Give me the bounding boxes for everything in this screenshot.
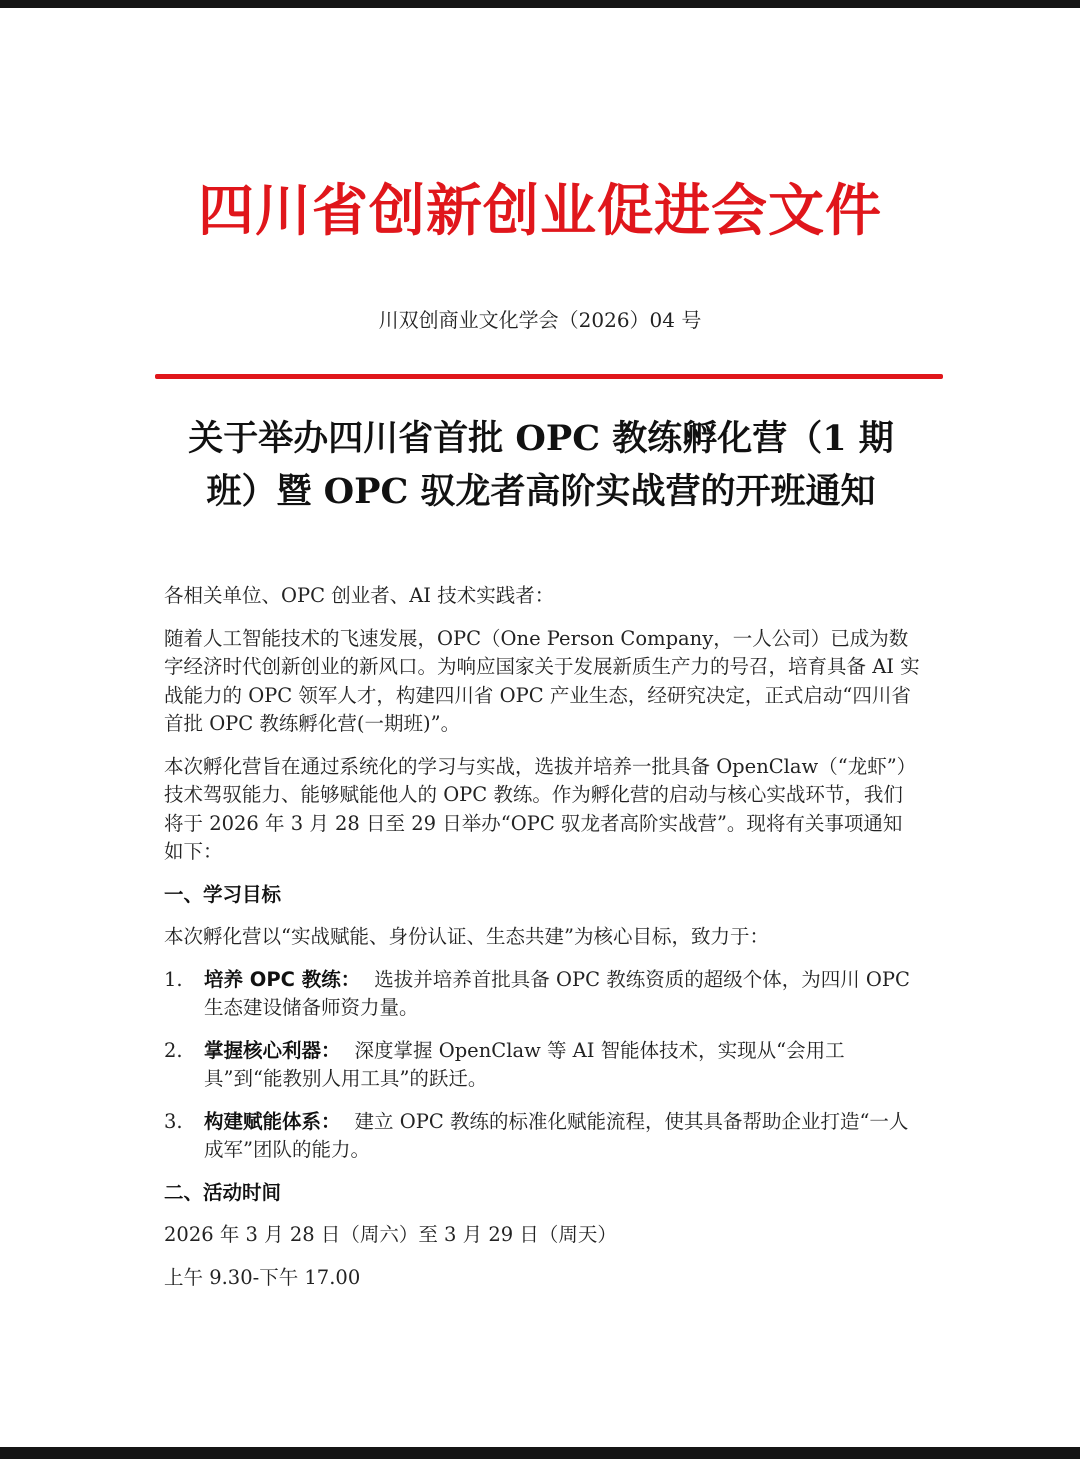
title-line-2: 班）暨 OPC 驭龙者高阶实战营的开班通知 xyxy=(206,471,876,512)
list-item-number: 1. xyxy=(164,967,183,991)
red-divider-rule xyxy=(155,374,943,379)
section-heading-goals: 一、学习目标 xyxy=(164,882,282,906)
paragraph-purpose: 本次孵化营旨在通过系统化的学习与实战，选拔并培养一批具备 OpenClaw（“龙虾”）技术驾驭能力、能够赋能他人的 OPC 教练。作为孵化营的启动与核心实战环节，我们将于 2026 年 3 月 28 日至 29 日举办“OPC 驭龙者高阶实战营”。现将有关事项通知如下： xyxy=(164,754,917,863)
org-masthead: 四川省创新创业促进会文件 xyxy=(198,179,882,244)
section-heading-time: 二、活动时间 xyxy=(164,1180,282,1204)
top-frame-bar xyxy=(0,0,1080,8)
document-number: 川双创商业文化学会（2026）04 号 xyxy=(378,308,702,332)
list-item-text: 深度掌握 OpenClaw 等 AI 智能体技术，实现从“会用工具”到“能教别人用工具”的跃迁。 xyxy=(204,1038,845,1090)
list-item-text: 选拔并培养首批具备 OPC 教练资质的超级个体，为四川 OPC 生态建设储备师资力量。 xyxy=(204,967,910,1019)
list-item xyxy=(164,1108,920,1165)
event-date: 2026 年 3 月 28 日（周六）至 3 月 29 日（周天） xyxy=(164,1223,617,1246)
title-line-1: 关于举办四川省首批 OPC 教练孵化营（1 期 xyxy=(188,418,894,459)
bottom-frame-bar xyxy=(0,1447,1080,1459)
event-time: 上午 9.30-下午 17.00 xyxy=(164,1265,361,1289)
list-item xyxy=(164,1037,920,1094)
goals-intro: 本次孵化营以“实战赋能、身份认证、生态共建”为核心目标，致力于： xyxy=(164,925,769,948)
document-body xyxy=(164,582,920,1306)
list-item xyxy=(164,966,920,1023)
document-page xyxy=(0,8,1080,1447)
list-item-term: 培养 OPC 教练： xyxy=(204,967,361,991)
salutation: 各相关单位、OPC 创业者、AI 技术实践者： xyxy=(164,584,555,607)
paragraph-intro: 随着人工智能技术的飞速发展，OPC（One Person Company，一人公司）已成为数字经济时代创新创业的新风口。为响应国家关于发展新质生产力的号召，培育具备 AI 实战能力的 OPC 领军人才，构建四川省 OPC 产业生态，经研究决定，正式启动“四川省首批 OPC 教练孵化营(一期班)”。 xyxy=(164,626,920,735)
list-item-number: 2. xyxy=(164,1038,183,1062)
list-item-text: 建立 OPC 教练的标准化赋能流程，使其具备帮助企业打造“一人成军”团队的能力。 xyxy=(204,1109,909,1161)
goals-list xyxy=(164,966,920,1165)
list-item-term: 掌握核心利器： xyxy=(204,1038,341,1062)
list-item-number: 3. xyxy=(164,1109,183,1133)
list-item-term: 构建赋能体系： xyxy=(204,1109,341,1133)
document-title xyxy=(160,412,922,518)
